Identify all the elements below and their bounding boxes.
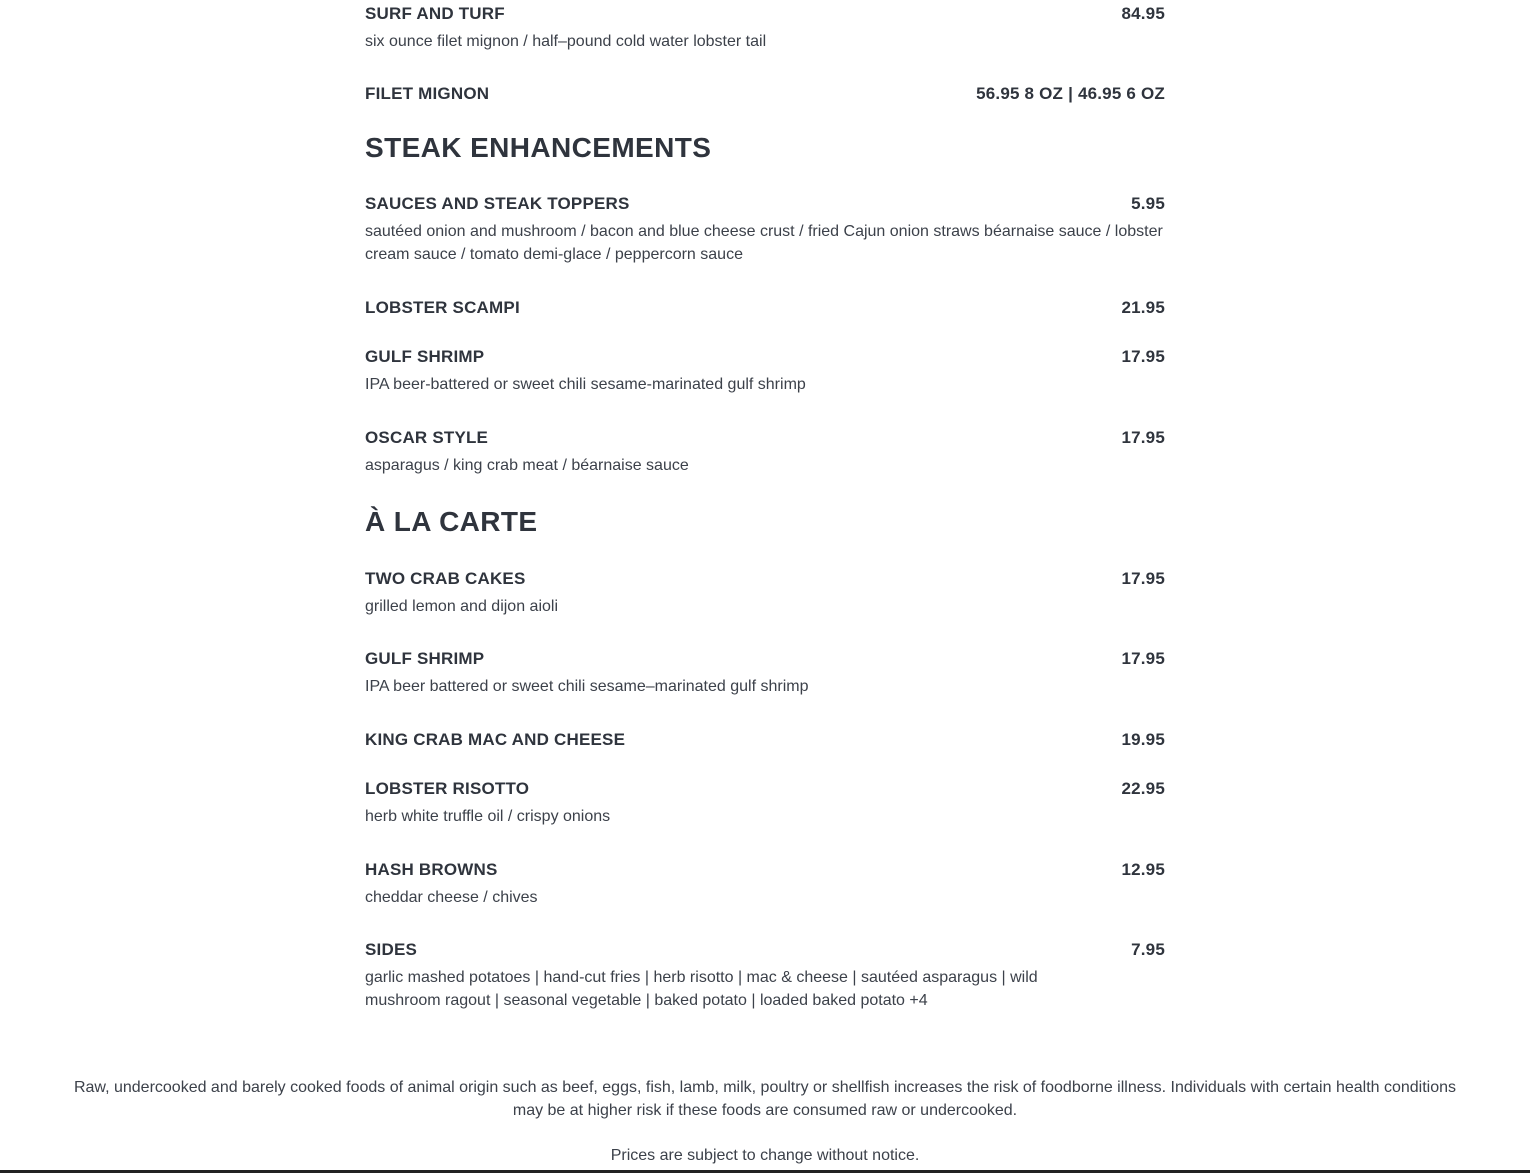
item-name: OSCAR STYLE (365, 428, 489, 447)
food-safety-warning: Raw, undercooked and barely cooked foods of animal origin such as beef, eggs, fish, lamb, milk, poultry or shellfish increases the risk of foodborne illness. Individuals with certain health conditions may be at higher risk if these foods are consumed raw or undercooked. (73, 1079, 1457, 1119)
menu-item-sides (365, 939, 1165, 1012)
menu-item-oscar-style (365, 427, 1165, 477)
menu-item-two-crab-cakes (365, 568, 1165, 618)
item-description: asparagus / king crab meat / béarnaise sauce (365, 457, 689, 474)
item-price: 12.95 (1121, 860, 1165, 879)
item-description: garlic mashed potatoes | hand-cut fries | herb risotto | mac & cheese | sautéed asparagus | wild mushroom ragout | seasonal vegetable | baked potato | loaded baked potato +4 (365, 969, 1038, 1009)
item-name: LOBSTER SCAMPI (365, 298, 520, 317)
item-description: IPA beer battered or sweet chili sesame–marinated gulf shrimp (365, 678, 809, 695)
item-price: 17.95 (1121, 347, 1165, 366)
item-price: 56.95 8 OZ | 46.95 6 OZ (976, 84, 1165, 103)
item-name: GULF SHRIMP (365, 347, 485, 366)
item-description: sautéed onion and mushroom / bacon and blue cheese crust / fried Cajun onion straws béarnaise sauce / lobster cream sauce / tomato demi-glace / peppercorn sauce (365, 223, 1163, 263)
item-price: 7.95 (1131, 940, 1165, 959)
prices-note: Prices are subject to change without notice. (610, 1147, 920, 1164)
menu-item-gulf-shrimp-side (365, 648, 1165, 698)
item-name: LOBSTER RISOTTO (365, 779, 530, 798)
menu-item-gulf-shrimp (365, 346, 1165, 396)
item-price: 22.95 (1121, 779, 1165, 798)
item-name: SIDES (365, 940, 418, 959)
item-name: FILET MIGNON (365, 84, 490, 103)
menu-item-king-crab-mac-and-cheese (365, 729, 1165, 751)
menu-item-surf-and-turf (365, 3, 1165, 53)
item-name: KING CRAB MAC AND CHEESE (365, 730, 626, 749)
item-name: SAUCES AND STEAK TOPPERS (365, 194, 630, 213)
item-price: 17.95 (1121, 569, 1165, 588)
item-description: cheddar cheese / chives (365, 889, 538, 906)
section-title-a-la-carte: À LA CARTE (365, 506, 538, 537)
item-description: grilled lemon and dijon aioli (365, 598, 559, 615)
section-title-steak-enhancements: STEAK ENHANCEMENTS (365, 132, 712, 163)
item-name: TWO CRAB CAKES (365, 569, 526, 588)
item-name: GULF SHRIMP (365, 649, 485, 668)
item-name: SURF AND TURF (365, 4, 505, 23)
item-price: 21.95 (1121, 298, 1165, 317)
item-price: 17.95 (1121, 649, 1165, 668)
menu-item-sauces-and-steak-toppers (365, 193, 1165, 266)
item-price: 19.95 (1121, 730, 1165, 749)
item-description: six ounce filet mignon / half–pound cold water lobster tail (365, 33, 767, 50)
menu-item-filet-mignon (365, 83, 1165, 105)
item-description: herb white truffle oil / crispy onions (365, 808, 611, 825)
item-price: 5.95 (1131, 194, 1165, 213)
item-name: HASH BROWNS (365, 860, 498, 879)
menu-item-lobster-risotto (365, 778, 1165, 828)
menu-item-lobster-scampi (365, 297, 1165, 319)
item-price: 84.95 (1121, 4, 1165, 23)
item-price: 17.95 (1121, 428, 1165, 447)
item-description: IPA beer-battered or sweet chili sesame-marinated gulf shrimp (365, 376, 806, 393)
menu-item-hash-browns (365, 859, 1165, 909)
